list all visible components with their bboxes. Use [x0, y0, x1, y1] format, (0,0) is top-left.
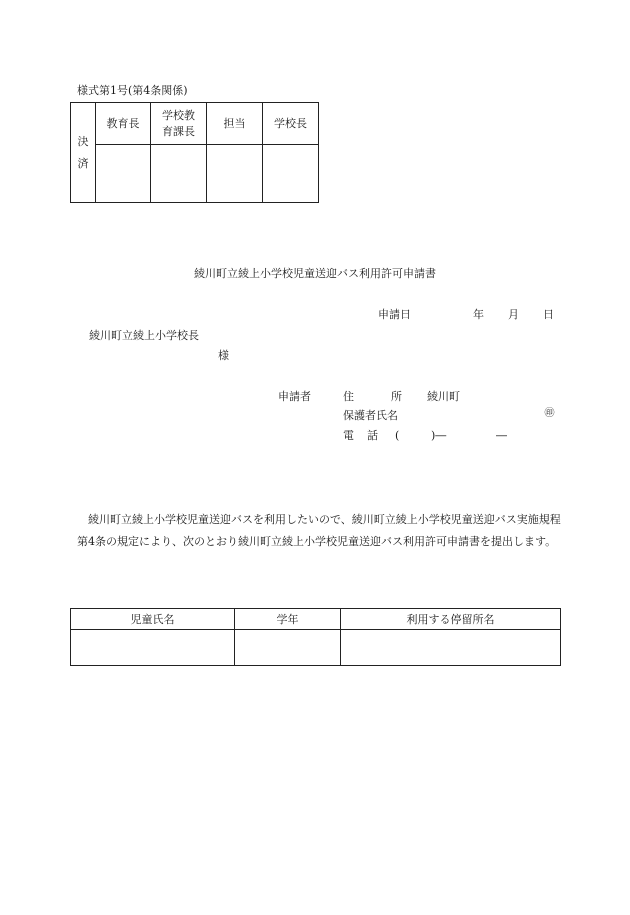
header-bus-stop: 利用する停留所名 — [341, 609, 561, 630]
date-day-unit: 日 — [543, 308, 554, 321]
date-label: 申請日 — [378, 308, 411, 321]
student-name-cell[interactable] — [71, 630, 235, 666]
approval-side-label: 決 済 — [71, 103, 96, 203]
header-student-name: 児童氏名 — [71, 609, 235, 630]
addressee-honorific: 様 — [218, 349, 229, 362]
approval-header-principal: 学校長 — [263, 103, 319, 145]
phone-label: 電 — [343, 429, 354, 442]
seal-icon: ㊞ — [544, 408, 555, 419]
phone-label-2: 話 — [367, 429, 378, 442]
address-value[interactable]: 綾川町 — [427, 390, 460, 403]
approval-stamp-cell[interactable] — [207, 145, 263, 203]
address-label: 住 — [343, 390, 354, 403]
phone-paren-open: ( — [395, 429, 400, 442]
approval-stamp-cell[interactable] — [96, 145, 151, 203]
guardian-name-label: 保護者氏名 — [343, 409, 398, 422]
document-title: 綾川町立綾上小学校児童送迎バス利用許可申請書 — [194, 267, 436, 280]
applicant-label: 申請者 — [278, 390, 311, 403]
student-table — [70, 608, 561, 666]
date-month-unit: 月 — [508, 308, 519, 321]
header-grade: 学年 — [235, 609, 341, 630]
phone-dash: ― — [496, 429, 507, 442]
approval-table — [70, 102, 319, 203]
approval-stamp-cell[interactable] — [263, 145, 319, 203]
form-number: 様式第1号(第4条関係) — [77, 84, 188, 97]
addressee-name: 綾川町立綾上小学校長 — [89, 329, 199, 342]
body-paragraph: 綾川町立綾上小学校児童送迎バスを利用したいので、綾川町立綾上小学校児童送迎バス実施規程第4条の規定により、次のとおり綾川町立綾上小学校児童送迎バス利用許可申請書を提出します。 — [77, 513, 561, 548]
approval-header-school-education-chief: 学校教 育課長 — [151, 103, 207, 145]
date-year-unit: 年 — [473, 308, 484, 321]
phone-paren-close: )― — [431, 429, 447, 442]
address-label-2: 所 — [391, 390, 402, 403]
grade-cell[interactable] — [235, 630, 341, 666]
bus-stop-cell[interactable] — [341, 630, 561, 666]
approval-stamp-cell[interactable] — [151, 145, 207, 203]
approval-header-staff: 担当 — [207, 103, 263, 145]
table-row — [71, 630, 561, 666]
approval-header-superintendent: 教育長 — [96, 103, 151, 145]
